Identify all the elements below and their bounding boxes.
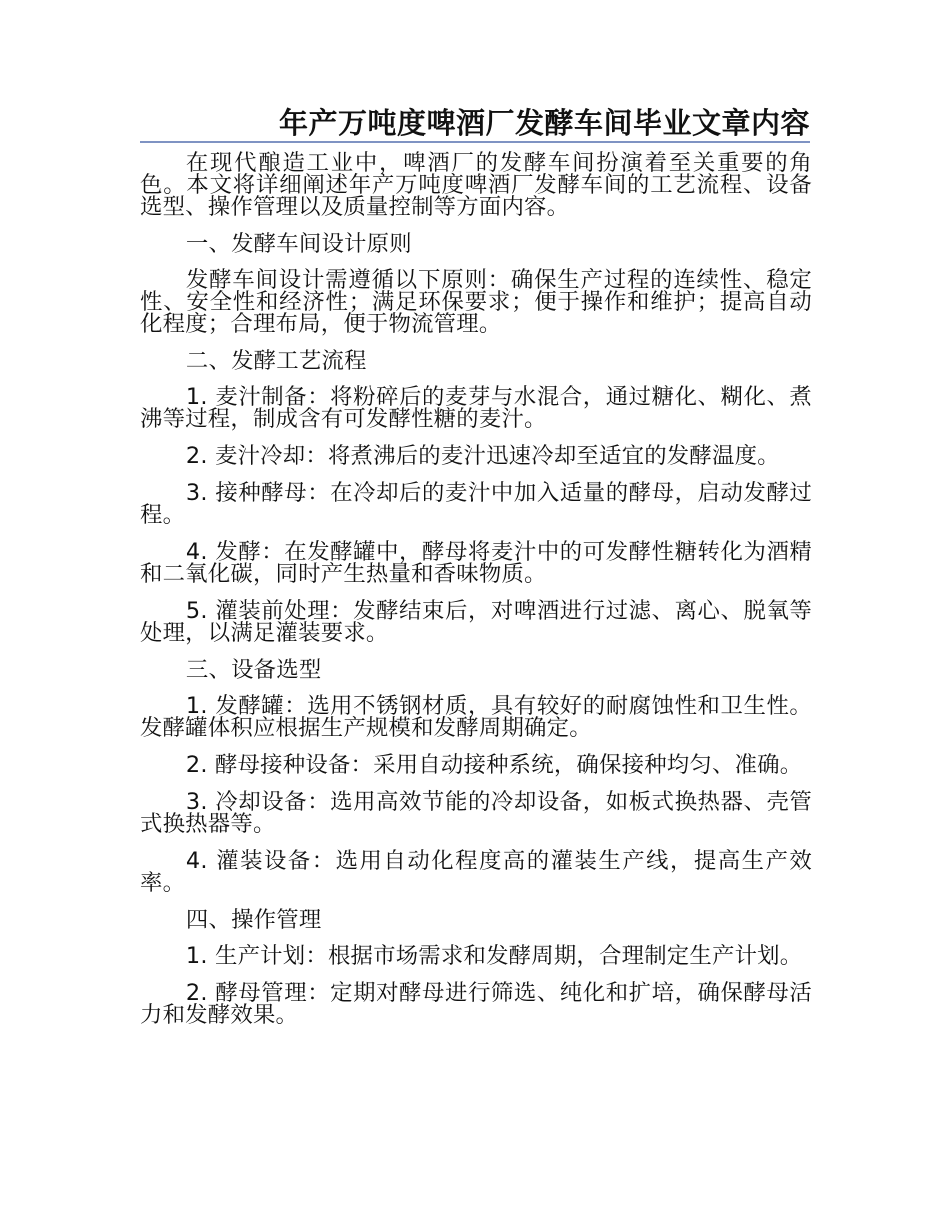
paragraph-wort-cooling: 2. 麦汁冷却：将煮沸后的麦汁迅速冷却至适宜的发酵温度。 bbox=[185, 443, 780, 469]
paragraph-wort-preparation: 1. 麦汁制备：将粉碎后的麦芽与水混合，通过糖化、糊化、煮沸等过程，制成含有可发酵性糖的麦汁。 bbox=[140, 384, 812, 432]
paragraph-cooling-equipment: 3. 冷却设备：选用高效节能的冷却设备，如板式换热器、壳管式换热器等。 bbox=[140, 789, 812, 837]
document-title: 年产万吨度啤酒厂发酵车间毕业文章内容 bbox=[278, 106, 810, 140]
paragraph-filling-equipment: 4. 灌装设备：选用自动化程度高的灌装生产线，提高生产效率。 bbox=[140, 848, 812, 896]
paragraph-yeast-management: 2. 酵母管理：定期对酵母进行筛选、纯化和扩培，确保酵母活力和发酵效果。 bbox=[140, 980, 812, 1028]
paragraph-yeast-equipment: 2. 酵母接种设备：采用自动接种系统，确保接种均匀、准确。 bbox=[185, 752, 803, 778]
paragraph-fermentation: 4. 发酵：在发酵罐中，酵母将麦汁中的可发酵性糖转化为酒精和二氧化碳，同时产生热量和香味物质。 bbox=[140, 539, 812, 587]
section-heading-process-flow: 二、发酵工艺流程 bbox=[185, 348, 367, 374]
paragraph-fermentation-tank: 1. 发酵罐：选用不锈钢材质，具有较好的耐腐蚀性和卫生性。发酵罐体积应根据生产规模和发酵周期确定。 bbox=[140, 693, 812, 741]
paragraph-pre-filling-treatment: 5. 灌装前处理：发酵结束后，对啤酒进行过滤、离心、脱氧等处理，以满足灌装要求。 bbox=[140, 598, 812, 646]
section-heading-design-principles: 一、发酵车间设计原则 bbox=[185, 231, 412, 257]
section-heading-equipment-selection: 三、设备选型 bbox=[185, 657, 322, 683]
paragraph-yeast-inoculation: 3. 接种酵母：在冷却后的麦汁中加入适量的酵母，启动发酵过程。 bbox=[140, 480, 812, 528]
paragraph-intro: 在现代酿造工业中，啤酒厂的发酵车间扮演着至关重要的角色。本文将详细阐述年产万吨度啤酒厂发酵车间的工艺流程、设备选型、操作管理以及质量控制等方面内容。 bbox=[140, 150, 812, 220]
paragraph-production-plan: 1. 生产计划：根据市场需求和发酵周期，合理制定生产计划。 bbox=[185, 943, 803, 969]
document-body bbox=[140, 152, 812, 1041]
section-heading-operation-management: 四、操作管理 bbox=[185, 907, 322, 933]
title-underline bbox=[140, 141, 810, 143]
paragraph-design-principles: 发酵车间设计需遵循以下原则：确保生产过程的连续性、稳定性、安全性和经济性；满足环保要求；便于操作和维护；提高自动化程度；合理布局，便于物流管理。 bbox=[140, 267, 812, 337]
